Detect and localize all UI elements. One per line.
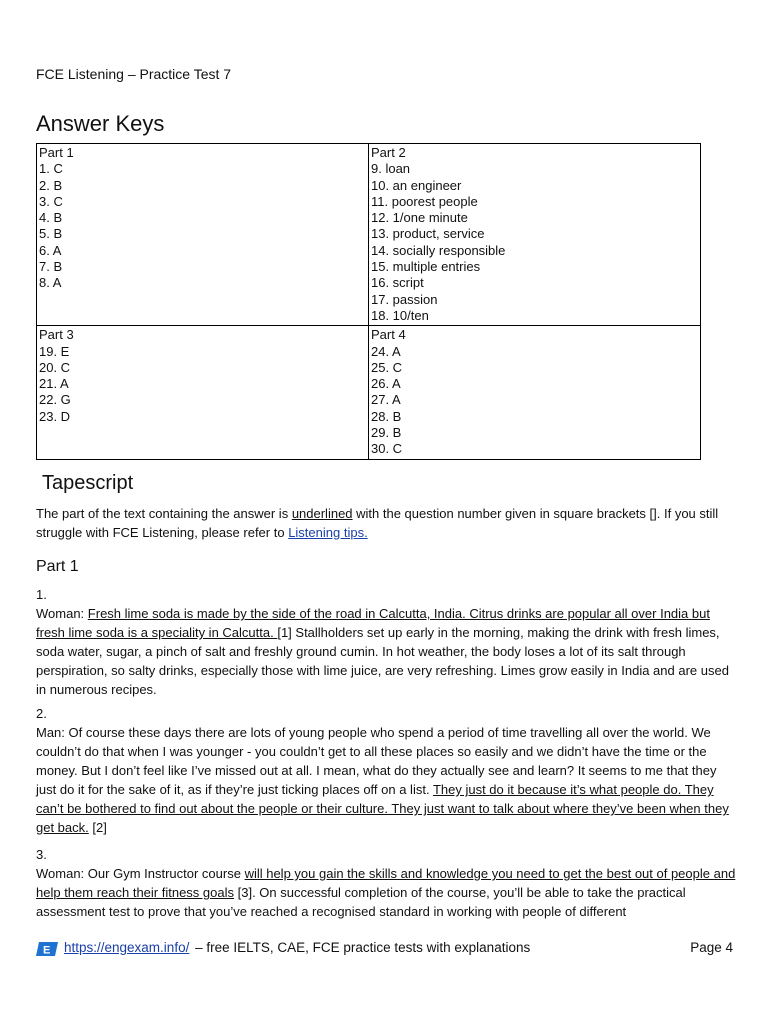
answer-item: 21. A [39, 376, 69, 392]
intro-text: The part of the text containing the answer is [36, 506, 292, 521]
answer-item: 20. C [39, 359, 71, 375]
speaker-label: Man: [36, 725, 65, 740]
part3-cell [37, 326, 369, 459]
question-number: 3. [36, 847, 47, 862]
answer-item: 25. C [371, 359, 403, 375]
question-3-transcript [36, 845, 738, 921]
question-number: 1. [36, 587, 47, 602]
answer-item: 11. poorest people [371, 193, 478, 209]
intro-underlined-word: underlined [291, 506, 353, 521]
answer-item: 2. B [39, 177, 63, 193]
answer-item: 26. A [371, 376, 401, 392]
answer-item: 7. B [39, 259, 63, 275]
part-label: Part 3 [39, 327, 74, 343]
answer-item: 29. B [371, 425, 402, 441]
answer-item: 3. C [39, 193, 63, 209]
document-header: FCE Listening – Practice Test 7 [36, 66, 232, 82]
answer-keys-table [36, 143, 701, 460]
answer-item: 19. E [39, 343, 70, 359]
answer-item: 30. C [371, 441, 403, 457]
footer-text: – free IELTS, CAE, FCE practice tests with explanations [191, 940, 531, 955]
answer-item: 23. D [39, 408, 71, 424]
tapescript-heading: Tapescript [42, 472, 134, 494]
listening-tips-link[interactable]: Listening tips. [288, 525, 368, 540]
question-number: 2. [36, 706, 47, 721]
answer-item: 28. B [371, 408, 402, 424]
answer-item: 6. A [39, 242, 62, 258]
answer-item: 12. 1/one minute [371, 210, 468, 226]
answer-item: 8. A [39, 275, 62, 291]
tapescript-intro [36, 504, 736, 542]
answer-underlined: will help you gain the skills and knowledge you need to get the best out of people and help them reach their fitness goals [36, 866, 736, 900]
transcript-text-end: [2] [88, 820, 107, 835]
transcript-text: [1] Stallholders set up early in the morning, making the drink with fresh limes, soda water, sugar, a pinch of salt and freshly ground cumin. In hot weather, the body loses a lot of its salt through perspiration, so salty drinks, especially those with lime juice, are very refreshing. Limes grow easily in India and are used in numerous recipes. [36, 625, 729, 697]
transcript-text: Our Gym Instructor course [87, 866, 245, 881]
answer-underlined: They just do it because it’s what people do. They can’t be bothered to find out about the people or their culture. They just want to talk about where they’ve been when they get back. [36, 782, 729, 835]
answer-item: 1. C [39, 161, 63, 177]
answer-item: 27. A [371, 392, 401, 408]
page-footer [36, 940, 733, 960]
page-number: Page 4 [690, 940, 733, 955]
transcript-text: Of course these days there are lots of young people who spend a period of time travelling all over the world. We couldn’t do that when I was younger - you couldn’t get to all these places so easily and we didn’t have the time or the money. But I don’t feel like I’ve missed out at all. I mean, what do they actually see and learn? It seems to me that they just do it for the sake of it, as if they’re just ticking places off on a list. [36, 725, 717, 797]
speaker-label: Woman: [36, 866, 85, 881]
answer-item: 18. 10/ten [371, 307, 429, 323]
answer-item: 10. an engineer [371, 177, 462, 193]
answer-item: 16. script [371, 275, 424, 291]
answer-item: 9. loan [371, 161, 411, 177]
engexam-logo-icon [36, 942, 58, 956]
part-label: Part 1 [39, 145, 74, 160]
answer-item: 22. G [39, 392, 71, 408]
answer-item: 14. socially responsible [371, 242, 506, 258]
part1-heading: Part 1 [36, 558, 79, 575]
answer-underlined: Fresh lime soda is made by the side of the road in Calcutta, India. Citrus drinks are popular all over India but fresh lime soda is a speciality in Calcutta. [36, 606, 710, 640]
answer-item: 13. product, service [371, 226, 485, 242]
answer-item: 5. B [39, 226, 63, 242]
part4-cell [369, 326, 701, 459]
answer-item: 4. B [39, 210, 63, 226]
part-label: Part 4 [371, 327, 406, 343]
part-label: Part 2 [371, 145, 406, 160]
intro-text-continued: with the question number given in square brackets []. If you still struggle with FCE Listening, please refer to [36, 506, 719, 540]
answer-item: 24. A [371, 343, 401, 359]
part1-cell [37, 144, 369, 326]
transcript-text-end: [3]. On successful completion of the course, you’ll be able to take the practical assessment test to prove that you’ve reached a recognised standard in working with people of different [36, 885, 686, 919]
answer-keys-heading: Answer Keys [36, 111, 165, 136]
answer-item: 17. passion [371, 291, 438, 307]
table-row [37, 326, 701, 459]
logo-letter: E [43, 944, 51, 956]
table-row [37, 144, 701, 326]
question-1-transcript [36, 585, 738, 699]
question-2-transcript [36, 704, 738, 837]
answer-item: 15. multiple entries [371, 259, 481, 275]
engexam-link[interactable]: https://engexam.info/ [64, 940, 190, 955]
part2-cell [369, 144, 701, 326]
speaker-label: Woman: [36, 606, 85, 621]
